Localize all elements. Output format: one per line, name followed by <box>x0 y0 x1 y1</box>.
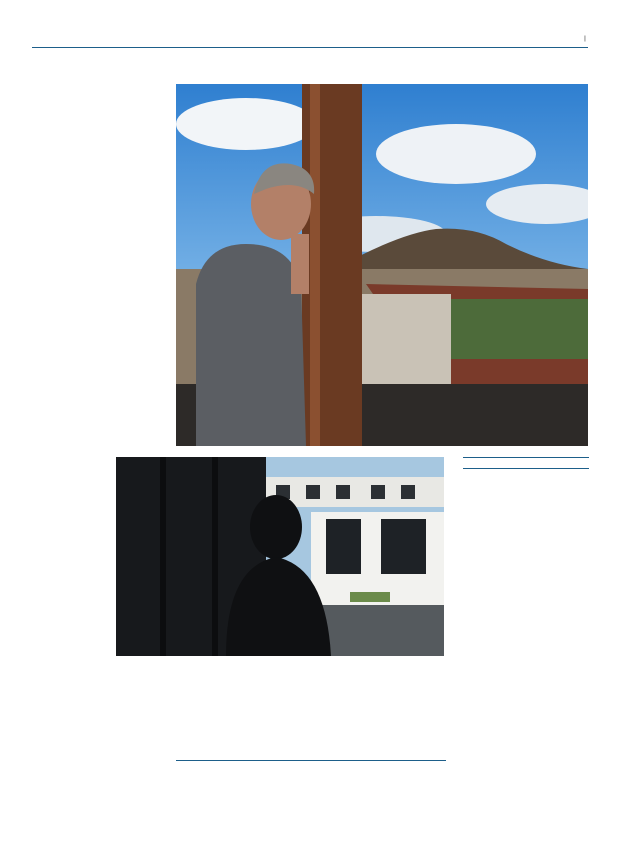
separator-bar: | <box>584 35 586 42</box>
quote-mid-rule <box>463 468 589 469</box>
header-date <box>584 35 586 42</box>
photo-woman-window <box>116 457 444 656</box>
box-rule <box>176 760 446 761</box>
header-rule <box>32 47 588 48</box>
quotes-column <box>463 457 589 479</box>
quote-top-rule <box>463 457 589 458</box>
photo-woman-window-svg <box>116 457 444 656</box>
photo-man-volcano-svg <box>176 84 588 446</box>
photo-man-volcano <box>176 84 588 446</box>
